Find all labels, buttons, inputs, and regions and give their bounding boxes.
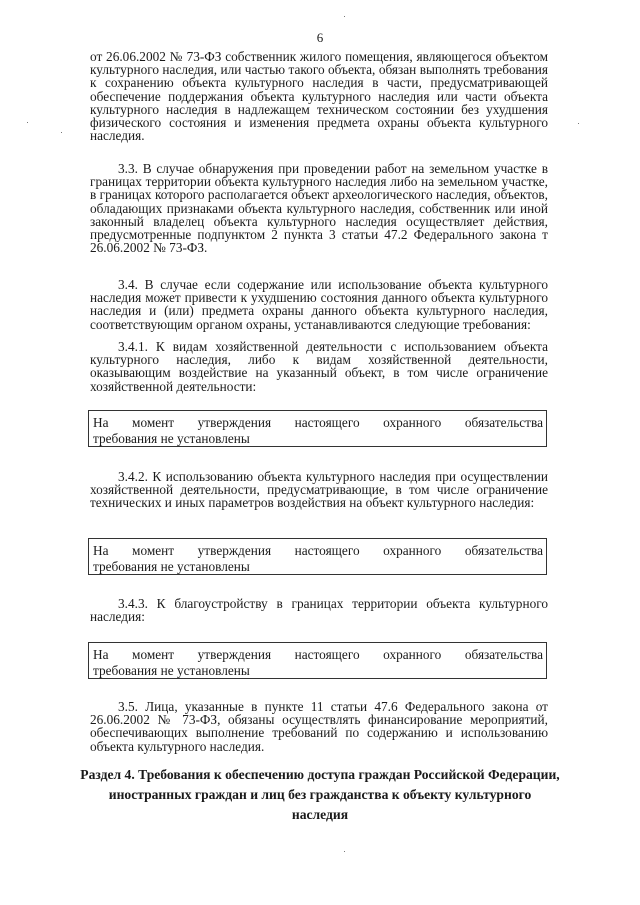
scan-speck	[27, 122, 28, 123]
paragraph-3-3: 3.3. В случае обнаружения при проведении работ на земельном участке в границах территории объекта культурного наследия либо на земельном участке, в границах которого располагается объект археологического наследия, объектов, обладающих признаками объекта культурного наследия, собственник или иной законный владелец объекта культурного наследия осуществляет действия, предусмотренные подпунктом 2 пункта 3 статьи 47.2 Федерального закона т 26.06.2002 № 73-ФЗ.	[90, 161, 548, 256]
requirements-box-3	[88, 642, 547, 679]
paragraph-3-4: 3.4. В случае если содержание или использование объекта культурного наследия может привести к ухудшению состояния данного объекта культурного наследия и (или) предмета охраны данного объекта культурного наследия, соответствующим органом охраны, устанавливаются следующие требования:	[90, 277, 548, 332]
page-number: 6	[316, 30, 324, 45]
box-line-2: требования не установлены	[93, 662, 250, 678]
box-line-2: требования не установлены	[93, 558, 250, 574]
paragraph-3-4-1: 3.4.1. К видам хозяйственной деятельности с использованием объекта культурного наследия, либо к видам хозяйственной деятельности, оказывающим воздействие на указанный объект, в том числе ограничение хозяйственной деятельности:	[90, 339, 548, 394]
box-line-2: требования не установлены	[93, 430, 250, 446]
requirements-box-2	[88, 538, 547, 575]
section-4-heading: Раздел 4. Требования к обеспечению доступа граждан Российской Федерации, иностранных граждан и лиц без гражданства к объекту культурного наследия	[80, 767, 560, 822]
scan-speck	[344, 16, 345, 17]
scan-speck	[344, 851, 345, 852]
scan-speck	[61, 132, 62, 133]
requirements-box-1	[88, 410, 547, 447]
scan-speck	[578, 123, 579, 124]
box-line-1: На момент утверждения настоящего охранного обязательства	[93, 543, 543, 558]
paragraph-3-5: 3.5. Лица, указанные в пункте 11 статьи 47.6 Федерального закона от 26.06.2002 № 73-ФЗ, обязаны осуществлять финансирование мероприятий, обеспечивающих выполнение требований по содержанию и использованию объекта культурного наследия.	[90, 699, 548, 754]
box-line-1: На момент утверждения настоящего охранного обязательства	[93, 415, 543, 430]
paragraph-owner-obligation: от 26.06.2002 № 73-ФЗ собственник жилого помещения, являющегося объектом культурного наследия, или частью такого объекта, обязан выполнять требования к сохранению объекта культурного наследия в части, предусматривающей обеспечение поддержания объекта культурного наследия или части объекта культурного наследия в надлежащем техническом состоянии без ухудшения физического состояния и изменения предмета охраны объекта культурного наследия.	[90, 49, 548, 144]
box-line-1: На момент утверждения настоящего охранного обязательства	[93, 647, 543, 662]
paragraph-3-4-3: 3.4.3. К благоустройству в границах территории объекта культурного наследия:	[90, 596, 548, 625]
paragraph-3-4-2: 3.4.2. К использованию объекта культурного наследия при осуществлении хозяйственной деятельности, предусматривающие, в том числе ограничение технических и иных параметров воздействия на объект культурного наследия:	[90, 469, 548, 511]
